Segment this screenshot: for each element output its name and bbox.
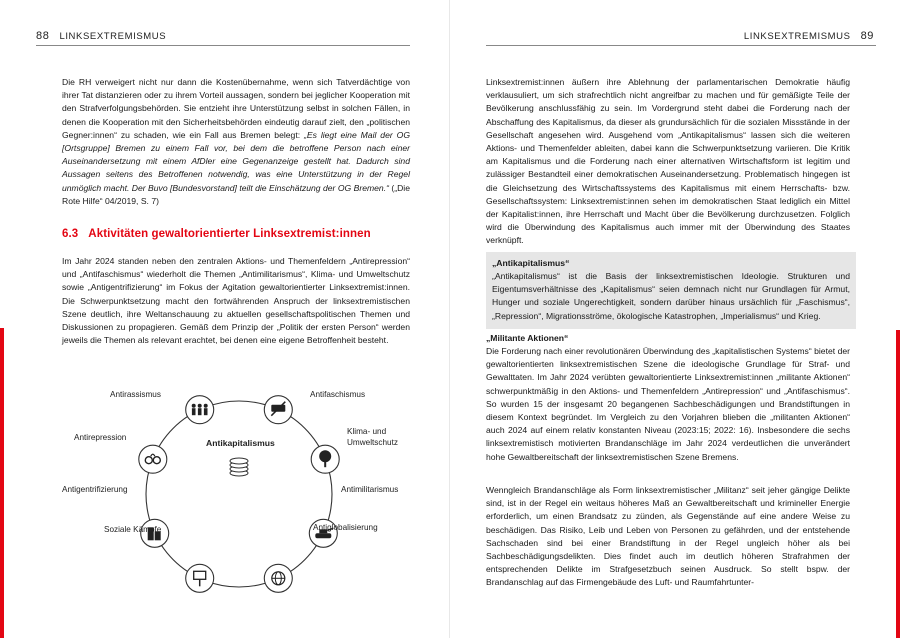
no-fascism-sign-icon	[264, 396, 292, 424]
diagram-label-soziale-kaempfe: Soziale Kämpfe	[104, 525, 162, 534]
paragraph-text: Wenngleich Brandanschläge als Form linksextremistischer „Militanz“ seit jeher gängige Delikte sind, ist in der Regel ein weitaus höheres Maß an Gewaltbereitschaft und krimineller Energie erforderlich, um einen Brandsatz zu zünden, als Gegenstände auf eine andere Weise zu beschädigen. Das Risiko, Leib und Leben von Personen zu gefährden, und der entstehende Sachschaden sind bei einer Brandstiftung in der Regel ungleich höher als bei Sachbeschädigungsdelikten. Dies findet auch im deutlich höheren Strafrahmen der entsprechenden Delikte im Strafgesetzbuch seinen Ausdruck. So stellt bspw. der Brandanschlag auf das Firmengebäude des Luft- und Raumfahrtunter-	[486, 485, 850, 588]
page-number: 89	[860, 30, 874, 42]
handcuffs-icon	[139, 445, 167, 473]
definition-box	[486, 252, 856, 329]
paragraph-text: Die RH verweigert nicht nur dann die Kostenübernahme, wenn sich Tatverdächtige von ihrer Tat distanzieren oder zu ihrem Vorteil aussagen, sondern bei jeglicher Kooperation mit den Strafverfolgungsbehörden. Sie entzieht ihre Unterstützung selbst in solchen Fällen, in denen die Kooperation mit den Sicherheitsbehörden eindeutig darauf zielt, den „politischen Gegner:innen“ zu schaden, wie ein Fall aus Bremen belegt:	[62, 77, 410, 140]
diagram-label-antirassismus: Antirassismus	[110, 390, 161, 399]
orbit-ring	[146, 401, 332, 587]
paragraph-rote-hilfe	[62, 76, 410, 208]
diagram-label-antiglobalisierung: Antiglobalisierung	[313, 523, 378, 532]
red-margin-bar	[896, 330, 900, 638]
paragraph-demokratie	[486, 76, 850, 248]
tree-icon	[311, 445, 339, 473]
running-head-right	[744, 30, 874, 42]
section-title: Aktivitäten gewaltorientierter Linksextremist:innen	[88, 228, 371, 240]
diagram-label-antigentrifizierung: Antigentrifizierung	[62, 485, 128, 494]
page-number: 88	[36, 30, 50, 42]
diagram-label-antimilitarismus: Antimilitarismus	[341, 485, 399, 494]
group-of-people-icon	[186, 396, 214, 424]
sub-heading: „Militante Aktionen“	[486, 333, 569, 343]
diagram-label-klima: Klima- und Umweltschutz	[347, 427, 398, 447]
section-number: 6.3	[62, 228, 79, 240]
red-margin-bar	[0, 328, 4, 638]
running-head-left	[36, 30, 166, 42]
paragraph-brandanschlaege	[486, 484, 850, 590]
paragraph-militante-aktionen	[486, 345, 850, 464]
quote-text: „Es liegt eine Mail der OG [Ortsgruppe] Bremen zu einem Fall vor, bei dem die betroffene Person nach einer Auseinandersetzung mit einem AfDler eine Gegenanzeige gestellt hat. Dadurch sind Aussagen seitens des Betroffenen notwendig, was eine Unterstützung in der Regel unmöglich macht. Der Buvo [Bundesvorstand] teilt die Einschätzung der OG Bremen.“	[62, 129, 410, 193]
box-text: „Antikapitalismus“ ist die Basis der linksextremistischen Ideologie. Strukturen und Eigentumsverhältnisse des „Kapitalismus“ seien demnach nicht nur Grundlagen für Armut, Hunger und soziale Ungerechtigkeit, sondern darüber hinaus ursächlich für „Faschismus“, „Repression“, Migrationsströme, ökologische Katastrophen, „Imperialismus“ und Krieg.	[492, 271, 850, 321]
paragraph-aktivitaeten	[62, 255, 410, 347]
paragraph-text: Die Forderung nach einer revolutionären Überwindung des „kapitalistischen Systems“ bietet der gewaltorientierten linksextremistischen Szene die ideologische Grundlage für Straf- und Gewalttaten. Im Jahr 2024 verübten gewaltorientierte Linksextremist:innen „militante Aktionen“ schwerpunktmäßig in den Aktions- und Themenfeldern „Antirepression“ und „Antifaschismus“. So wurden 15 der insgesamt 20 begangenen Sachbeschädigungen und Brandstiftungen in diesem Kontext begründet. Im Vergleich zu den Vorjahren blieben die „militanten Aktionen“ auch 2024 auf einem relativ konstanten Niveau (2023:15; 2022: 16). Insbesondere die sechs linksextremistisch motivierten Brandanschläge im Jahr 2024 verdeutlichen die unverändert hohe Gewaltbereitschaft der linksextremistischen Szene Bremens.	[486, 346, 850, 462]
diagram-label-antirepression: Antirepression	[74, 433, 127, 442]
running-head-title: LINKSEXTREMISMUS	[743, 31, 851, 42]
box-title: „Antikapitalismus“	[492, 258, 570, 268]
globe-icon	[264, 564, 292, 592]
header-rule	[36, 45, 410, 46]
coin-stack-icon	[230, 458, 248, 476]
paragraph-text: Linksextremist:innen äußern ihre Ablehnung der parlamentarischen Demokratie häufig verklausuliert, um sich strafrechtlich nicht angreifbar zu machen und für gemäßigte Teile der Bevölkerung anschlussfähig zu sein. Im Vordergrund steht dabei die Forderung nach der Abschaffung des Kapitalismus, da dieser als grundursächlich für die sozialen Missstände in der Gesellschaft angesehen wird. Ausgehend vom „Antikapitalismus“ lassen sich die weiteren Aktions- und Themenfelder ableiten, dabei kann die Schwerpunktsetzung variieren. Die Kritik am Kapitalismus und die Forderung nach einer alternativen Wirtschaftsform ist legitim und zulässiger Bestandteil einer demokratischen Auseinandersetzung. Problematisch hingegen ist die Gleichsetzung des Wirtschaftssystems des Kapitalismus mit einem Herrschafts- bzw. Gesellschaftssystem: Linksextremist:innen sehen im demokratischen Staat lediglich ein Mittel der Kapitalist:innen, ihre Herrschaft und Macht über die Bevölkerung durchzusetzen. Folglich wird die Überwindung des Kapitalismus auch immer mit der Überwindung des Staates verknüpft.	[486, 77, 850, 246]
diagram-center-label: Antikapitalismus	[206, 438, 275, 448]
protest-sign-icon	[186, 564, 214, 592]
header-rule	[486, 45, 876, 46]
diagram-label-antifaschismus: Antifaschismus	[310, 390, 366, 399]
themes-diagram	[56, 372, 426, 612]
citation-text: („Die Rote Hilfe“ 04/2019, S. 7)	[62, 182, 410, 206]
section-heading	[62, 228, 422, 240]
running-head-title: LINKSEXTREMISMUS	[59, 31, 167, 42]
paragraph-text: Im Jahr 2024 standen neben den zentralen Aktions- und Themenfeldern „Antirepression“ und „Antifaschismus“ wiederholt die Themen „Antimilitarismus“, Klima- und Umweltschutz sowie „Antigentrifizierung“ im Fokus der Agitation gewaltorientierter Linksextremist:innen. Die Schwerpunktsetzung macht den fortwährenden Anspruch der linksextremistischen Szene deutlich, ihre Weltanschauung zu aktuellen gesellschaftspolitischen Themen und Diskussionen zu propagieren. Gemäß dem Prinzip der „Politik der ersten Person“ werden jeweils die Themen als relevant erachtet, bei denen eine eigene Betroffenheit besteht.	[62, 256, 410, 346]
